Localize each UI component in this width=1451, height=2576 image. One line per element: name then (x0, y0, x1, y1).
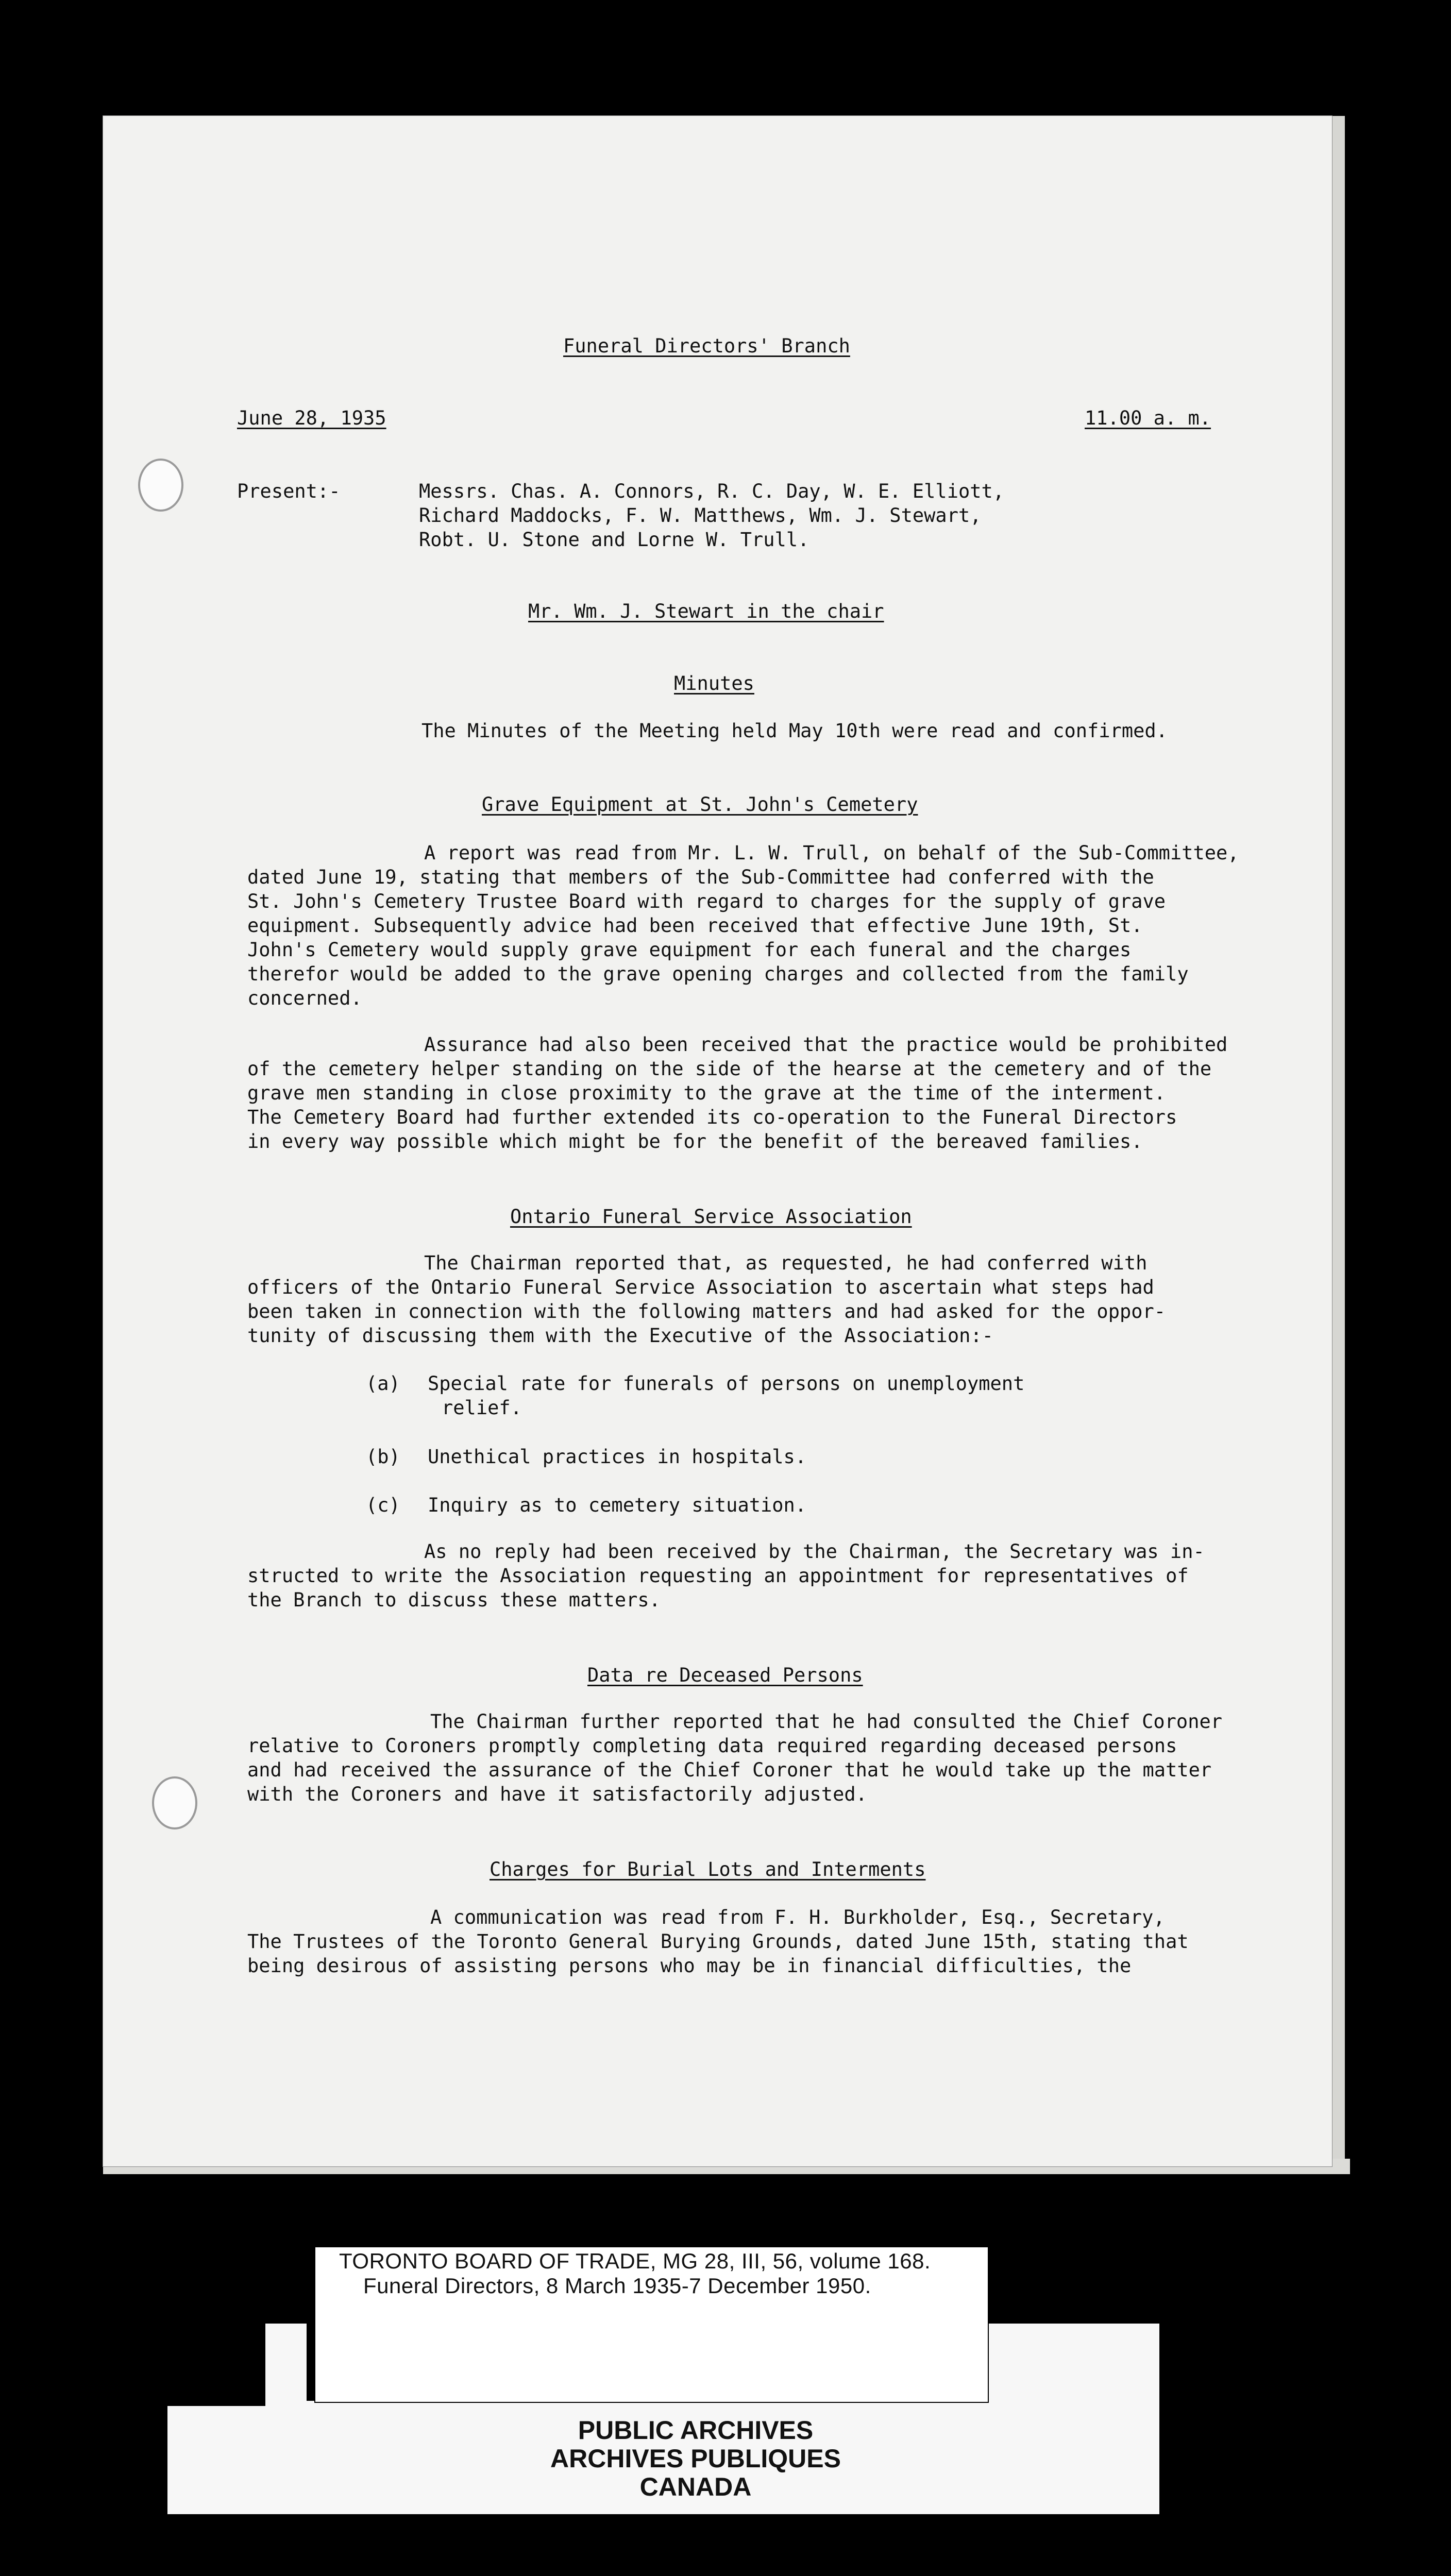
item-b-mark: (b) (366, 1446, 400, 1468)
ontario-heading: Ontario Funeral Service Association (510, 1206, 912, 1228)
item-line: relief. (442, 1397, 522, 1419)
present-line: Robt. U. Stone and Lorne W. Trull. (419, 529, 809, 551)
paragraph-line: John's Cemetery would supply grave equipment for each funeral and the charges (247, 939, 1132, 961)
punch-hole-bottom (152, 1776, 197, 1829)
archive-label-cutout (307, 2246, 314, 2401)
paragraph-line: Assurance had also been received that the practice would be prohibited (424, 1033, 1228, 1056)
punch-hole-top (138, 459, 183, 512)
grave-paragraph-1 (247, 841, 1239, 1010)
item-c-text: Inquiry as to cemetery situation. (428, 1494, 807, 1516)
paragraph-line: and had received the assurance of the Chief Coroner that he would take up the matter (247, 1759, 1212, 1781)
present-line: Richard Maddocks, F. W. Matthews, Wm. J. Stewart, (419, 504, 982, 527)
deceased-heading: Data re Deceased Persons (587, 1664, 863, 1686)
paragraph-line: in every way possible which might be for the benefit of the bereaved families. (247, 1130, 1143, 1153)
paragraph-line: The Chairman reported that, as requested, he had conferred with (424, 1252, 1148, 1274)
paragraph-line: A report was read from Mr. L. W. Trull, on behalf of the Sub-Committee, (424, 842, 1239, 864)
paragraph-line: equipment. Subsequently advice had been received that effective June 19th, St. (247, 914, 1143, 937)
paragraph-line: been taken in connection with the following matters and had asked for the oppor- (247, 1300, 1166, 1323)
paragraph-line: being desirous of assisting persons who may be in financial difficulties, the (247, 1955, 1132, 1977)
paragraph-line: concerned. (247, 987, 362, 1009)
paragraph-line: the Branch to discuss these matters. (247, 1589, 661, 1611)
grave-paragraph-2 (247, 1032, 1227, 1154)
present-line: Messrs. Chas. A. Connors, R. C. Day, W. E. Elliott, (419, 480, 1005, 502)
item-line: Special rate for funerals of persons on unemployment (428, 1372, 1025, 1395)
archive-reference-line-1: TORONTO BOARD OF TRADE, MG 28, III, 56, volume 168. (339, 2249, 931, 2273)
paragraph-line: St. John's Cemetery Trustee Board with regard to charges for the supply of grave (247, 890, 1166, 912)
deceased-paragraph (247, 1709, 1222, 1806)
paragraph-line: The Chairman further reported that he had consulted the Chief Coroner (430, 1710, 1223, 1733)
paragraph-line: of the cemetery helper standing on the side of the hearse at the cemetery and of the (247, 1058, 1212, 1080)
paragraph-line: officers of the Ontario Funeral Service Association to ascertain what steps had (247, 1276, 1154, 1298)
minutes-text: The Minutes of the Meeting held May 10th were read and confirmed. (421, 720, 1168, 742)
archive-reference-line-2: Funeral Directors, 8 March 1935-7 December 1950. (363, 2274, 871, 2298)
archives-stamp-line-3: CANADA (639, 2472, 752, 2501)
paragraph-line: A communication was read from F. H. Burkholder, Esq., Secretary, (430, 1906, 1165, 1928)
archive-label-notch (167, 2324, 265, 2406)
ontario-paragraph-2 (247, 1539, 1205, 1612)
minutes-heading: Minutes (674, 672, 754, 694)
paragraph-line: dated June 19, stating that members of the Sub-Committee had conferred with the (247, 866, 1154, 888)
archives-stamp (464, 2416, 927, 2501)
paragraph-line: As no reply had been received by the Chairman, the Secretary was in- (424, 1540, 1205, 1563)
item-c-mark: (c) (366, 1494, 400, 1516)
charges-paragraph (247, 1905, 1189, 1978)
paragraph-line: with the Coroners and have it satisfactorily adjusted. (247, 1783, 867, 1805)
paragraph-line: The Trustees of the Toronto General Burying Grounds, dated June 15th, stating that (247, 1930, 1189, 1953)
present-list (419, 479, 1004, 552)
paragraph-line: relative to Coroners promptly completing data required regarding deceased persons (247, 1735, 1177, 1757)
archives-stamp-line-2: ARCHIVES PUBLIQUES (550, 2444, 841, 2473)
present-label: Present:- (237, 480, 341, 502)
paragraph-line: grave men standing in close proximity to the grave at the time of the interment. (247, 1082, 1166, 1104)
chair-heading: Mr. Wm. J. Stewart in the chair (528, 600, 884, 622)
paragraph-line: structed to write the Association requesting an appointment for representatives of (247, 1565, 1189, 1587)
grave-heading: Grave Equipment at St. John's Cemetery (482, 793, 918, 816)
meeting-time: 11.00 a. m. (1085, 407, 1211, 429)
paragraph-line: The Cemetery Board had further extended its co-operation to the Funeral Directors (247, 1106, 1177, 1128)
paragraph-line: therefor would be added to the grave opening charges and collected from the family (247, 963, 1189, 985)
charges-heading: Charges for Burial Lots and Interments (490, 1858, 926, 1880)
paragraph-line: tunity of discussing them with the Executive of the Association:- (247, 1325, 993, 1347)
ontario-paragraph-1 (247, 1251, 1166, 1348)
item-b-text: Unethical practices in hospitals. (428, 1446, 807, 1468)
branch-title: Funeral Directors' Branch (563, 335, 850, 357)
item-a-mark: (a) (366, 1372, 400, 1395)
archives-stamp-line-1: PUBLIC ARCHIVES (578, 2416, 814, 2445)
item-a-text (428, 1371, 1024, 1420)
meeting-date: June 28, 1935 (237, 407, 386, 429)
page-edge-right (1332, 116, 1345, 2172)
